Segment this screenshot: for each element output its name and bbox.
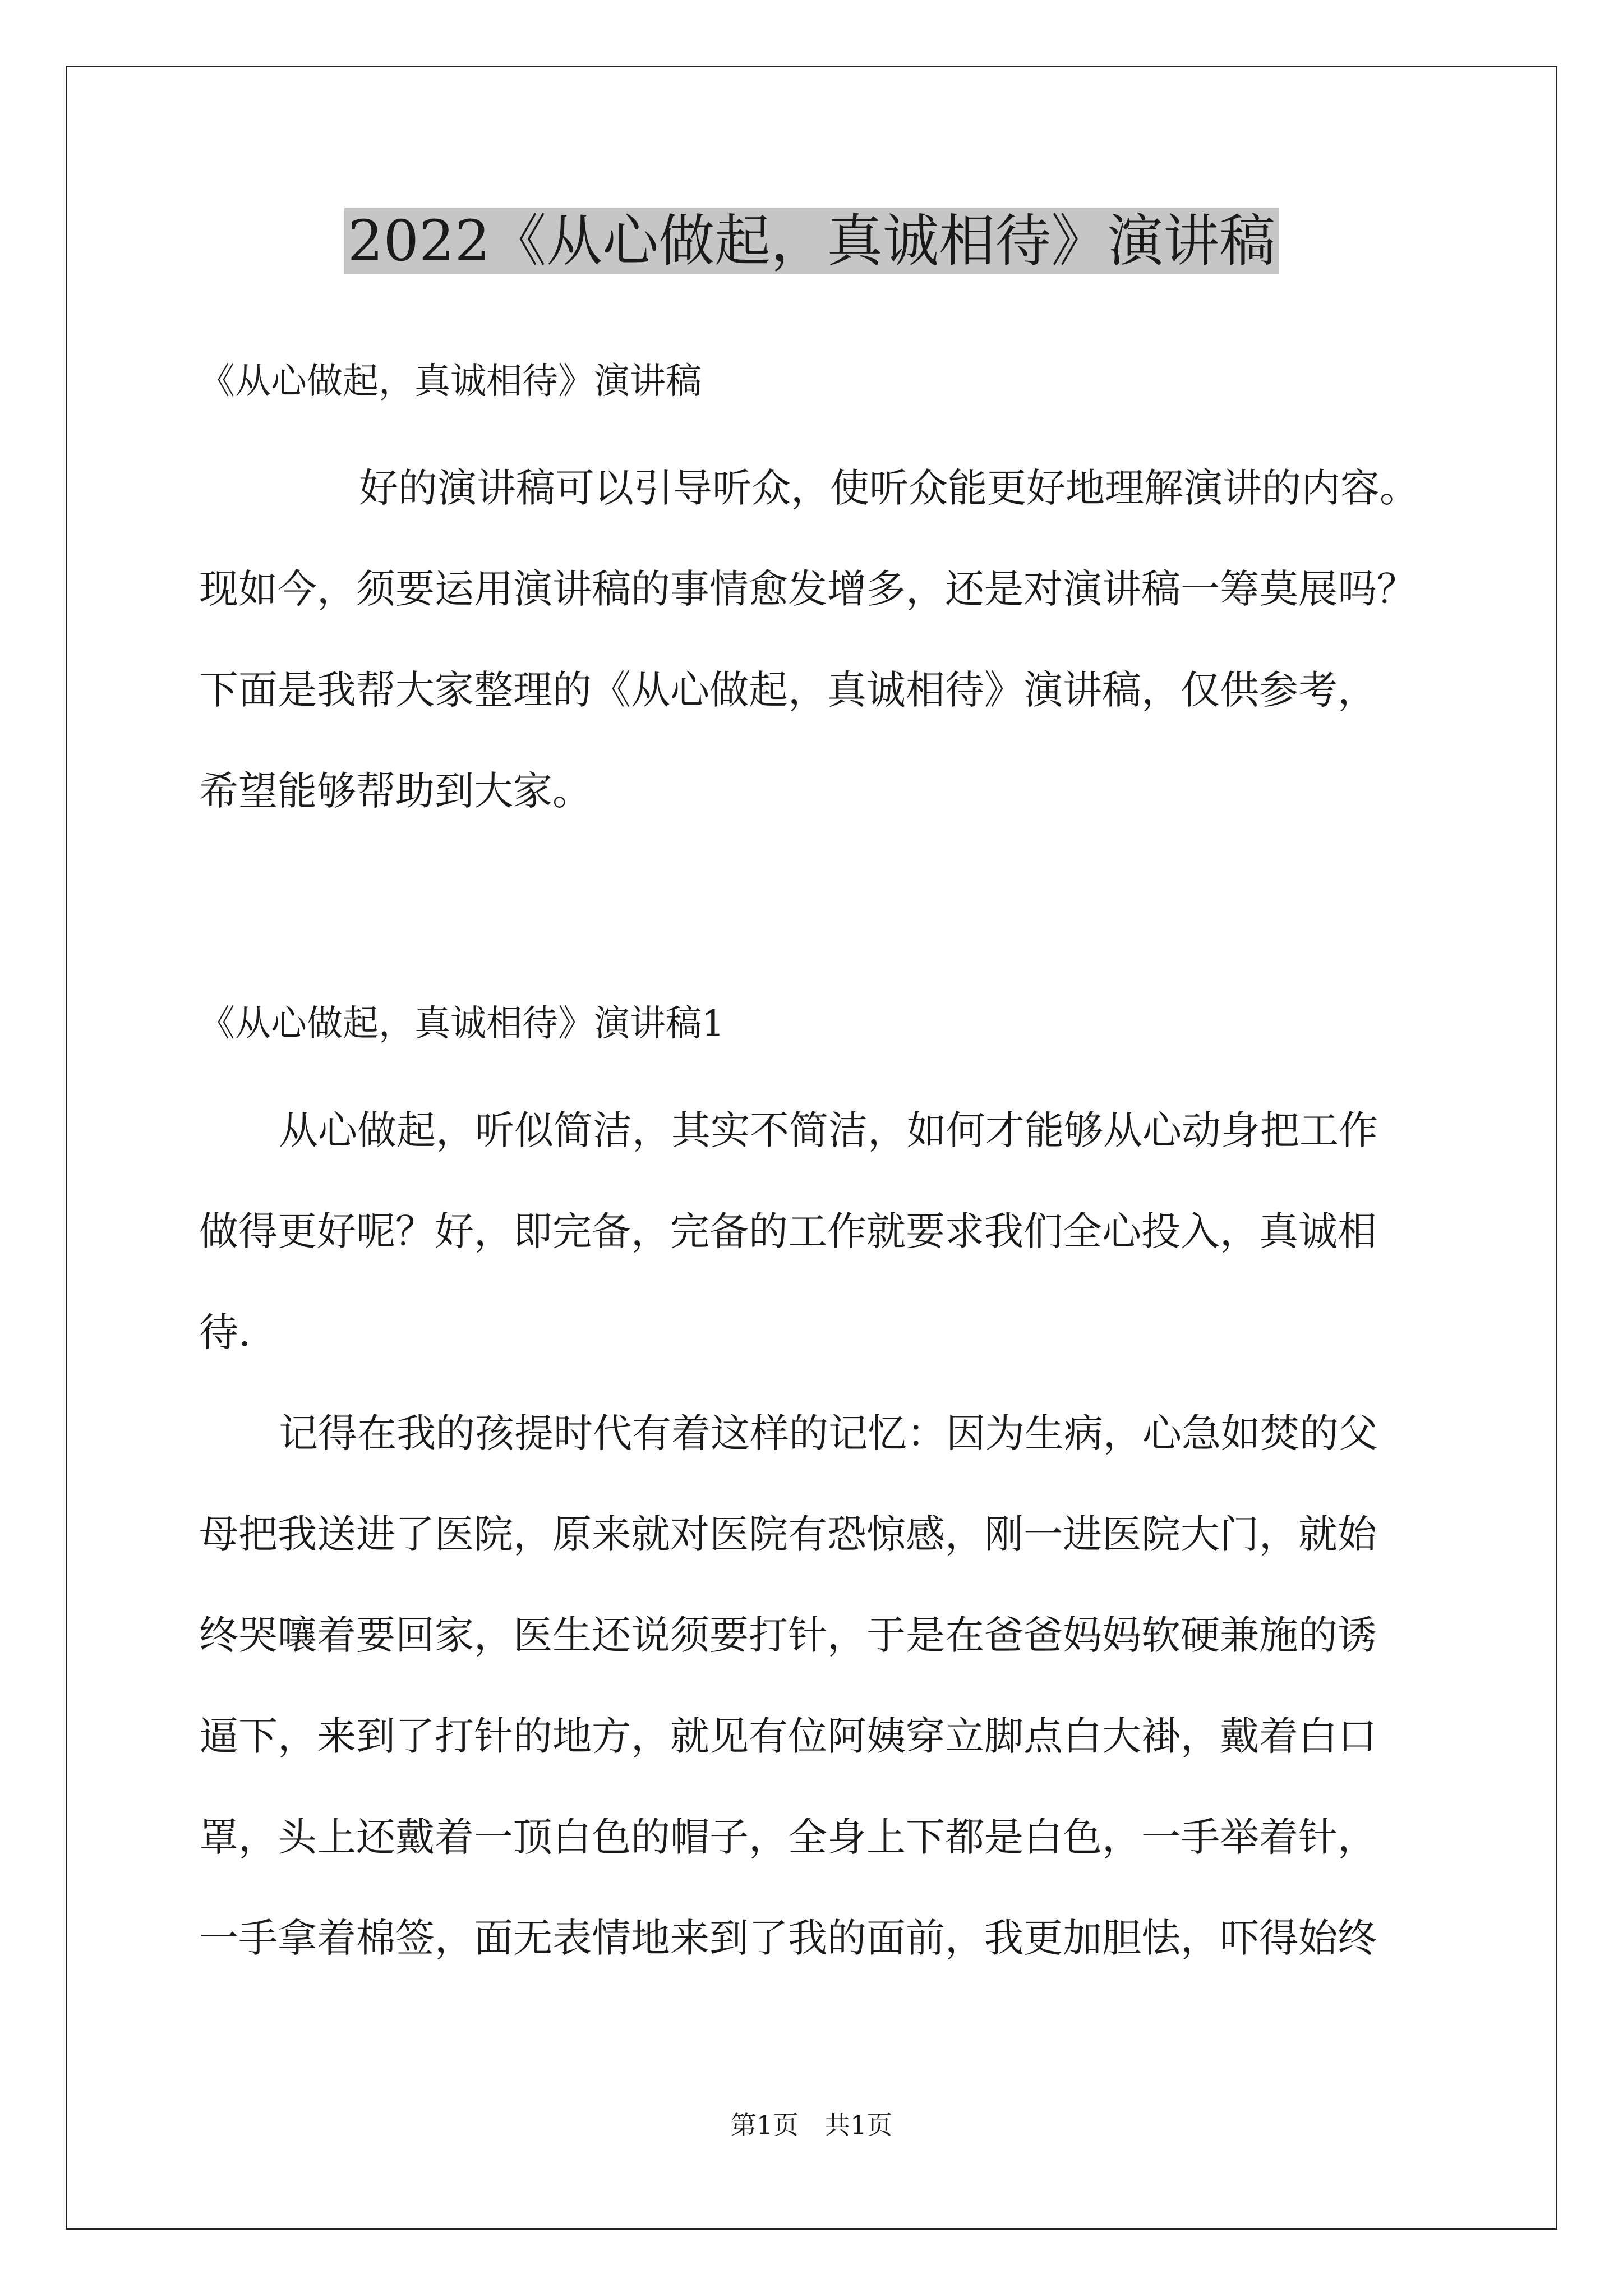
intro-line: 现如今，须要运用演讲稿的事情愈发增多，还是对演讲稿一筹莫展吗？ [199,566,1416,612]
paragraph-line: 逼下，来到了打针的地方，就见有位阿姨穿立脚点白大褂，戴着白口 [199,1713,1377,1759]
intro-line: 下面是我帮大家整理的《从心做起，真诚相待》演讲稿，仅供参考， [199,667,1377,713]
paragraph-line: 罩，头上还戴着一顶白色的帽子，全身上下都是白色，一手举着针， [199,1814,1377,1860]
intro-line: 好的演讲稿可以引导听众，使听众能更好地理解演讲的内容。 [359,465,1419,511]
document-subtitle: 《从心做起，真诚相待》演讲稿 [199,361,702,402]
document-title: 2022《从心做起，真诚相待》演讲稿 [0,202,1623,280]
paragraph-line: 从心做起，听似简洁，其实不简洁，如何才能够从心动身把工作 [279,1107,1378,1153]
paragraph-line: 记得在我的孩提时代有着这样的记忆：因为生病，心急如焚的父 [279,1410,1378,1456]
section-heading: 《从心做起，真诚相待》演讲稿1 [199,1003,725,1045]
page-footer: 第1页 共1页 [730,2110,893,2140]
paragraph-line: 母把我送进了医院，原来就对医院有恐惊感，刚一进医院大门，就始 [199,1511,1377,1557]
paragraph-line: 待. [199,1309,251,1355]
paragraph-line: 终哭嚷着要回家，医生还说须要打针，于是在爸爸妈妈软硬兼施的诱 [199,1612,1377,1658]
intro-line: 希望能够帮助到大家。 [199,768,592,814]
paragraph-line: 做得更好呢？好，即完备，完备的工作就要求我们全心投入，真诚相 [199,1208,1377,1254]
paragraph-line: 一手拿着棉签，面无表情地来到了我的面前，我更加胆怯，吓得始终 [199,1915,1377,1961]
